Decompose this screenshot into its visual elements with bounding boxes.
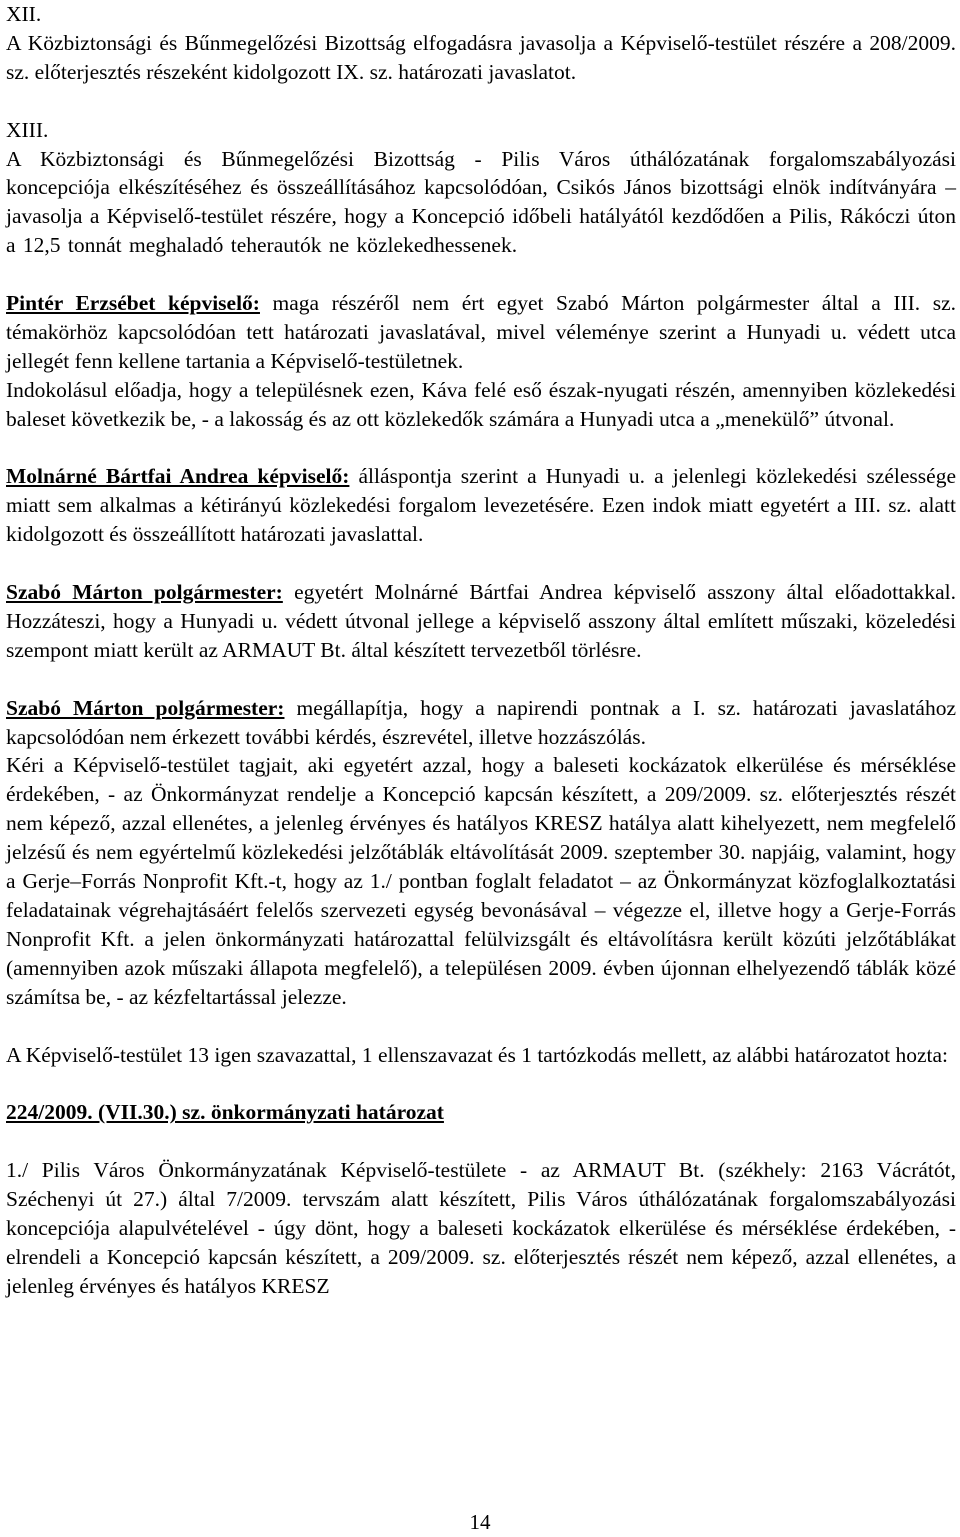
speaker-name: Molnárné Bártfai Andrea képviselő: [6,464,350,489]
vote-result: A Képviselő-testület 13 igen szavazattal, 1 ellenszavazat és 1 tartózkodás mellett, az alábbi határozatot hozta: [6,1042,949,1067]
page-number: 14 [469,1510,491,1534]
statement-szabo-1 [6,578,956,665]
statement-pinter [6,289,956,376]
statement-text: álláspontja szerint a Hunyadi u. a jelenlegi közlekedési szélessége miatt sem alkalmas a kétirányú közlekedési forgalom levezetésére. Ezen indok miatt egyetért a III. sz. alatt kidolgozott és összeállított határozati javaslattal. [6,464,956,547]
speaker-name: Szabó Márton polgármester: [6,580,283,605]
statement-text: megállapítja, hogy a napirendi pontnak a I. sz. határozati javaslatához kapcsolódóan nem érkezett további kérdés, észrevétel, illetve hozzászólás. [6,695,956,749]
statement-text: maga részéről nem ért egyet Szabó Márton polgármester által a III. sz. témakörhöz kapcsolódóan tett határozati javaslatával, mivel véleménye szerint a Hunyadi u. védett utca jellegét fenn kellene tartania a Képviselő-testületnek. [6,291,957,373]
section-xii-text: A Közbiztonsági és Bűnmegelőzési Bizottság elfogadásra javasolja a Képviselő-testület részére a 208/2009. sz. előterjesztés részeként kidolgozott IX. sz. határozati javaslatot. [6,30,956,84]
statement-continuation: Kéri a Képviselő-testület tagjait, aki egyetért azzal, hogy a baleseti kockázatok elkerülése és mérséklése érdekében, - az Önkormányzat rendelje a Koncepció kapcsán készített, a 209/2009. sz. előterjesztés részét nem képező, azzal ellenétes, a jelenleg érvényes és hatályos KRESZ hatálya alatt kihelyezett, nem megfelelő jelzésű és nem egyértelmű közlekedési jelzőtáblák eltávolítását 2009. szeptember 30. napjáig, valamint, hogy a Gerje–Forrás Nonprofit Kft.-t, hogy az 1./ pontban foglalt feladatot – az Önkormányzat közfoglalkoztatási feladatainak végrehajtásáért felelős szervezeti egység bevonásával – végezze el, illetve hogy a Gerje-Forrás Nonprofit Kft. a jelen önkormányzati határozattal felülvizsgált és eltávolításra került közúti jelzőtáblákat (amennyiben azok műszaki állapota megfelelő), a településen 2009. évben újonnan elhelyezendő táblák közé számítsa be, - az kézfeltartással jelezze. [6,753,956,1009]
resolution-title: 224/2009. (VII.30.) sz. önkormányzati határozat [6,1100,444,1125]
document-page [6,0,956,1301]
resolution-point-1: 1./ Pilis Város Önkormányzatának Képviselő-testülete - az ARMAUT Bt. (székhely: 2163 Vácrátót, Széchenyi út 27.) által 7/2009. tervszám alatt készített, Pilis Város úthálózatának forgalomszabályozási koncepciója alapulvételével - úgy dönt, hogy a baleseti kockázatok elkerülése és mérséklése érdekében, - elrendeli a Koncepció kapcsán készített, a 209/2009. sz. előterjesztés részét nem képező, azzal ellenétes, a jelenleg érvényes és hatályos KRESZ [6,1158,956,1298]
section-xiii-number: XIII. [6,117,49,142]
section-xiii-text: A Közbiztonsági és Bűnmegelőzési Bizottság - Pilis Város úthálózatának forgalomszabályozási koncepciója elkészítéséhez és összeállításához kapcsolódóan, Csikós János bizottsági elnök indítványára – javasolja a Képviselő-testület részére, hogy a Koncepció időbeli hatályától kezdődően a Pilis, Rákóczi úton a 12,5 tonnát meghaladó teherautók ne közlekedhessenek. [6,146,956,258]
statement-molnarne [6,462,956,549]
statement-szabo-2 [6,694,956,752]
speaker-name: Pintér Erzsébet képviselő: [6,291,260,316]
statement-text: egyetért Molnárné Bártfai Andrea képviselő asszony által előadottakkal. Hozzáteszi, hogy a Hunyadi u. védett útvonal jellege a képviselő asszony által említett műszaki, közeledési szempont miatt került az ARMAUT Bt. által készített tervezetből törlésre. [6,580,957,662]
statement-continuation: Indokolásul előadja, hogy a településnek ezen, Káva felé eső észak-nyugati részén, amennyiben közlekedési baleset következik be, - a lakosság és az ott közlekedők számára a Hunyadi utca a „menekülő” útvonal. [6,377,956,431]
section-xii-number: XII. [6,2,42,26]
speaker-name: Szabó Márton polgármester: [6,695,285,720]
